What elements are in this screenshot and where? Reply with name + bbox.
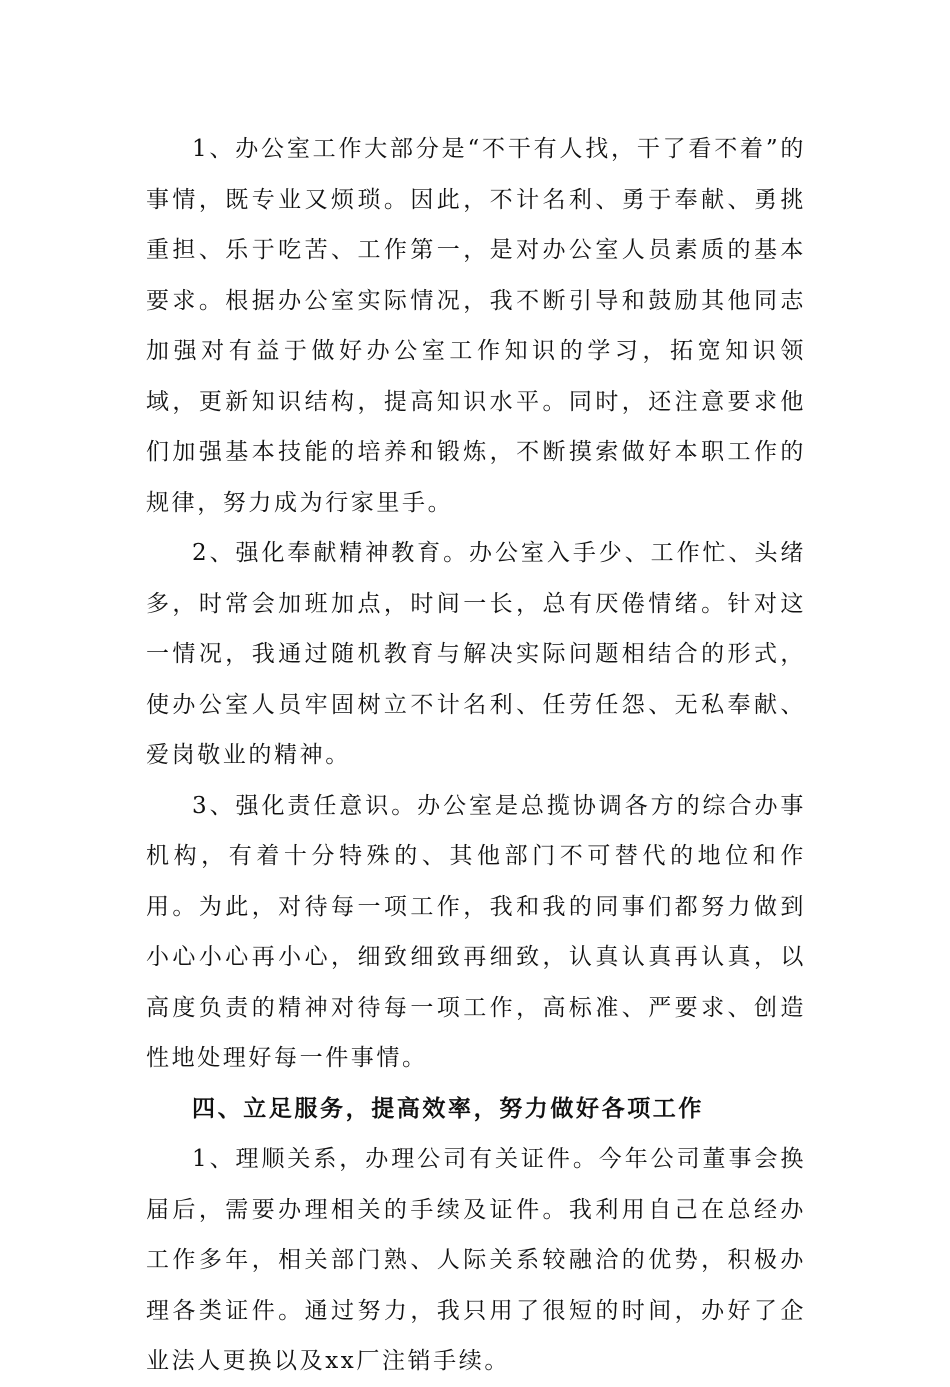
paragraph-responsibility-awareness: 3、强化责任意识。办公室是总揽协调各方的综合办事机构，有着十分特殊的、其他部门不可替代的地位和作用。为此，对待每一项工作，我和我的同事们都努力做到小心小心再小心，细致细致再细致，认真认真再认真，以高度负责的精神对待每一项工作，高标准、严要求、创造性地处理好每一件事情。: [146, 792, 806, 1071]
paragraph-company-certificates: 1、理顺关系，办理公司有关证件。今年公司董事会换届后，需要办理相关的手续及证件。我利用自己在总经办工作多年，相关部门熟、人际关系较融洽的优势，积极办理各类证件。通过努力，我只用了很短的时间，办好了企业法人更换以及xx厂注销手续。: [146, 1146, 806, 1374]
section-heading-service-efficiency: 四、立足服务，提高效率，努力做好各项工作: [192, 1094, 704, 1122]
document-body: [146, 124, 806, 1387]
paragraph-office-work-requirements: 1、办公室工作大部分是“不干有人找，干了看不着”的事情，既专业又烦琐。因此，不计名利、勇于奉献、勇挑重担、乐于吃苦、工作第一，是对办公室人员素质的基本要求。根据办公室实际情况，我不断引导和鼓励其他同志加强对有益于做好办公室工作知识的学习，拓宽知识领域，更新知识结构，提高知识水平。同时，还注意要求他们加强基本技能的培养和锻炼，不断摸索做好本职工作的规律，努力成为行家里手。: [146, 136, 806, 516]
paragraph-dedication-education: 2、强化奉献精神教育。办公室入手少、工作忙、头绪多，时常会加班加点，时间一长，总有厌倦情绪。针对这一情况，我通过随机教育与解决实际问题相结合的形式，使办公室人员牢固树立不计名利、任劳任怨、无私奉献、爱岗敬业的精神。: [146, 540, 806, 768]
